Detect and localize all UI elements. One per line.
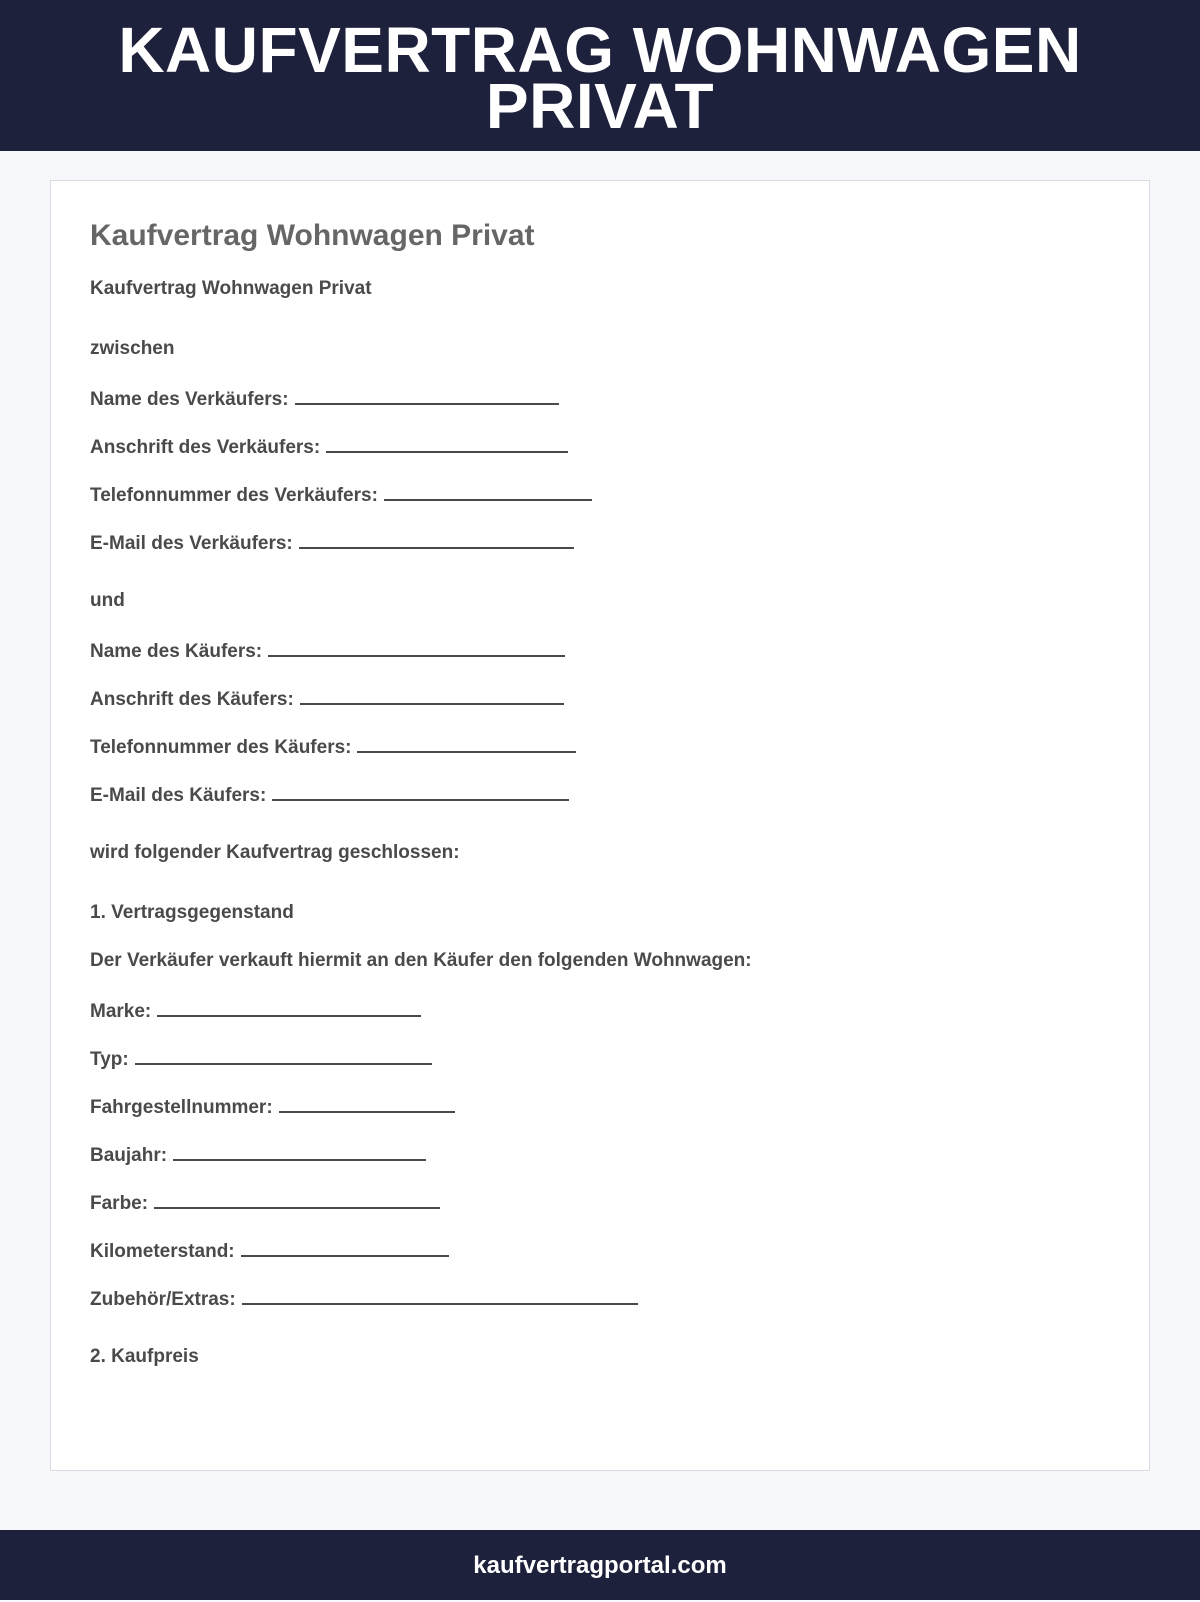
seller-email-label: E-Mail des Verkäufers:: [90, 533, 293, 554]
color-label: Farbe:: [90, 1193, 149, 1214]
buyer-phone-row: [90, 733, 576, 760]
footer-bar: [0, 1530, 1200, 1600]
seller-phone-field[interactable]: [384, 481, 592, 501]
banner-title-line-1: KAUFVERTRAG WOHNWAGEN: [118, 14, 1082, 86]
between-text: zwischen: [90, 338, 175, 359]
type-field[interactable]: [135, 1045, 432, 1065]
section-1-heading: 1. Vertragsgegenstand: [90, 902, 294, 923]
extras-label: Zubehör/Extras:: [90, 1289, 236, 1310]
seller-phone-label: Telefonnummer des Verkäufers:: [90, 485, 378, 506]
year-label: Baujahr:: [90, 1145, 168, 1166]
header-banner: [0, 0, 1200, 151]
footer-site-link[interactable]: kaufvertragportal.com: [473, 1552, 727, 1579]
buyer-name-row: [90, 637, 565, 664]
chassis-field[interactable]: [279, 1093, 455, 1113]
banner-title-line-2: PRIVAT: [485, 70, 715, 142]
section-2-heading: 2. Kaufpreis: [90, 1346, 199, 1367]
document-card: [50, 180, 1150, 1471]
section-1-text: Der Verkäufer verkauft hiermit an den Käufer den folgenden Wohnwagen:: [90, 950, 752, 971]
seller-phone-row: [90, 481, 592, 508]
seller-name-label: Name des Verkäufers:: [90, 389, 289, 410]
mileage-field[interactable]: [241, 1237, 449, 1257]
buyer-address-field[interactable]: [300, 685, 564, 705]
buyer-name-label: Name des Käufers:: [90, 641, 263, 662]
year-row: [90, 1141, 426, 1168]
buyer-email-row: [90, 781, 569, 808]
mileage-label: Kilometerstand:: [90, 1241, 235, 1262]
buyer-email-field[interactable]: [272, 781, 569, 801]
buyer-email-label: E-Mail des Käufers:: [90, 785, 267, 806]
seller-name-field[interactable]: [295, 385, 559, 405]
buyer-address-row: [90, 685, 564, 712]
extras-field[interactable]: [242, 1285, 638, 1305]
seller-address-field[interactable]: [326, 433, 568, 453]
seller-address-label: Anschrift des Verkäufers:: [90, 437, 321, 458]
seller-email-field[interactable]: [299, 529, 574, 549]
brand-row: [90, 997, 421, 1024]
color-row: [90, 1189, 440, 1216]
chassis-label: Fahrgestellnummer:: [90, 1097, 273, 1118]
seller-name-row: [90, 385, 559, 412]
type-label: Typ:: [90, 1049, 129, 1070]
seller-address-row: [90, 433, 568, 460]
mileage-row: [90, 1237, 449, 1264]
buyer-name-field[interactable]: [268, 637, 565, 657]
seller-email-row: [90, 529, 574, 556]
type-row: [90, 1045, 432, 1072]
buyer-address-label: Anschrift des Käufers:: [90, 689, 294, 710]
document-title: Kaufvertrag Wohnwagen Privat: [90, 219, 535, 252]
year-field[interactable]: [173, 1141, 426, 1161]
brand-field[interactable]: [157, 997, 421, 1017]
chassis-row: [90, 1093, 455, 1120]
contract-intro-text: wird folgender Kaufvertrag geschlossen:: [90, 842, 460, 863]
document-subtitle: Kaufvertrag Wohnwagen Privat: [90, 278, 372, 299]
buyer-phone-label: Telefonnummer des Käufers:: [90, 737, 352, 758]
banner-title: [0, 14, 1200, 142]
buyer-phone-field[interactable]: [357, 733, 576, 753]
brand-label: Marke:: [90, 1001, 152, 1022]
color-field[interactable]: [154, 1189, 440, 1209]
extras-row: [90, 1285, 638, 1312]
and-text: und: [90, 590, 125, 611]
